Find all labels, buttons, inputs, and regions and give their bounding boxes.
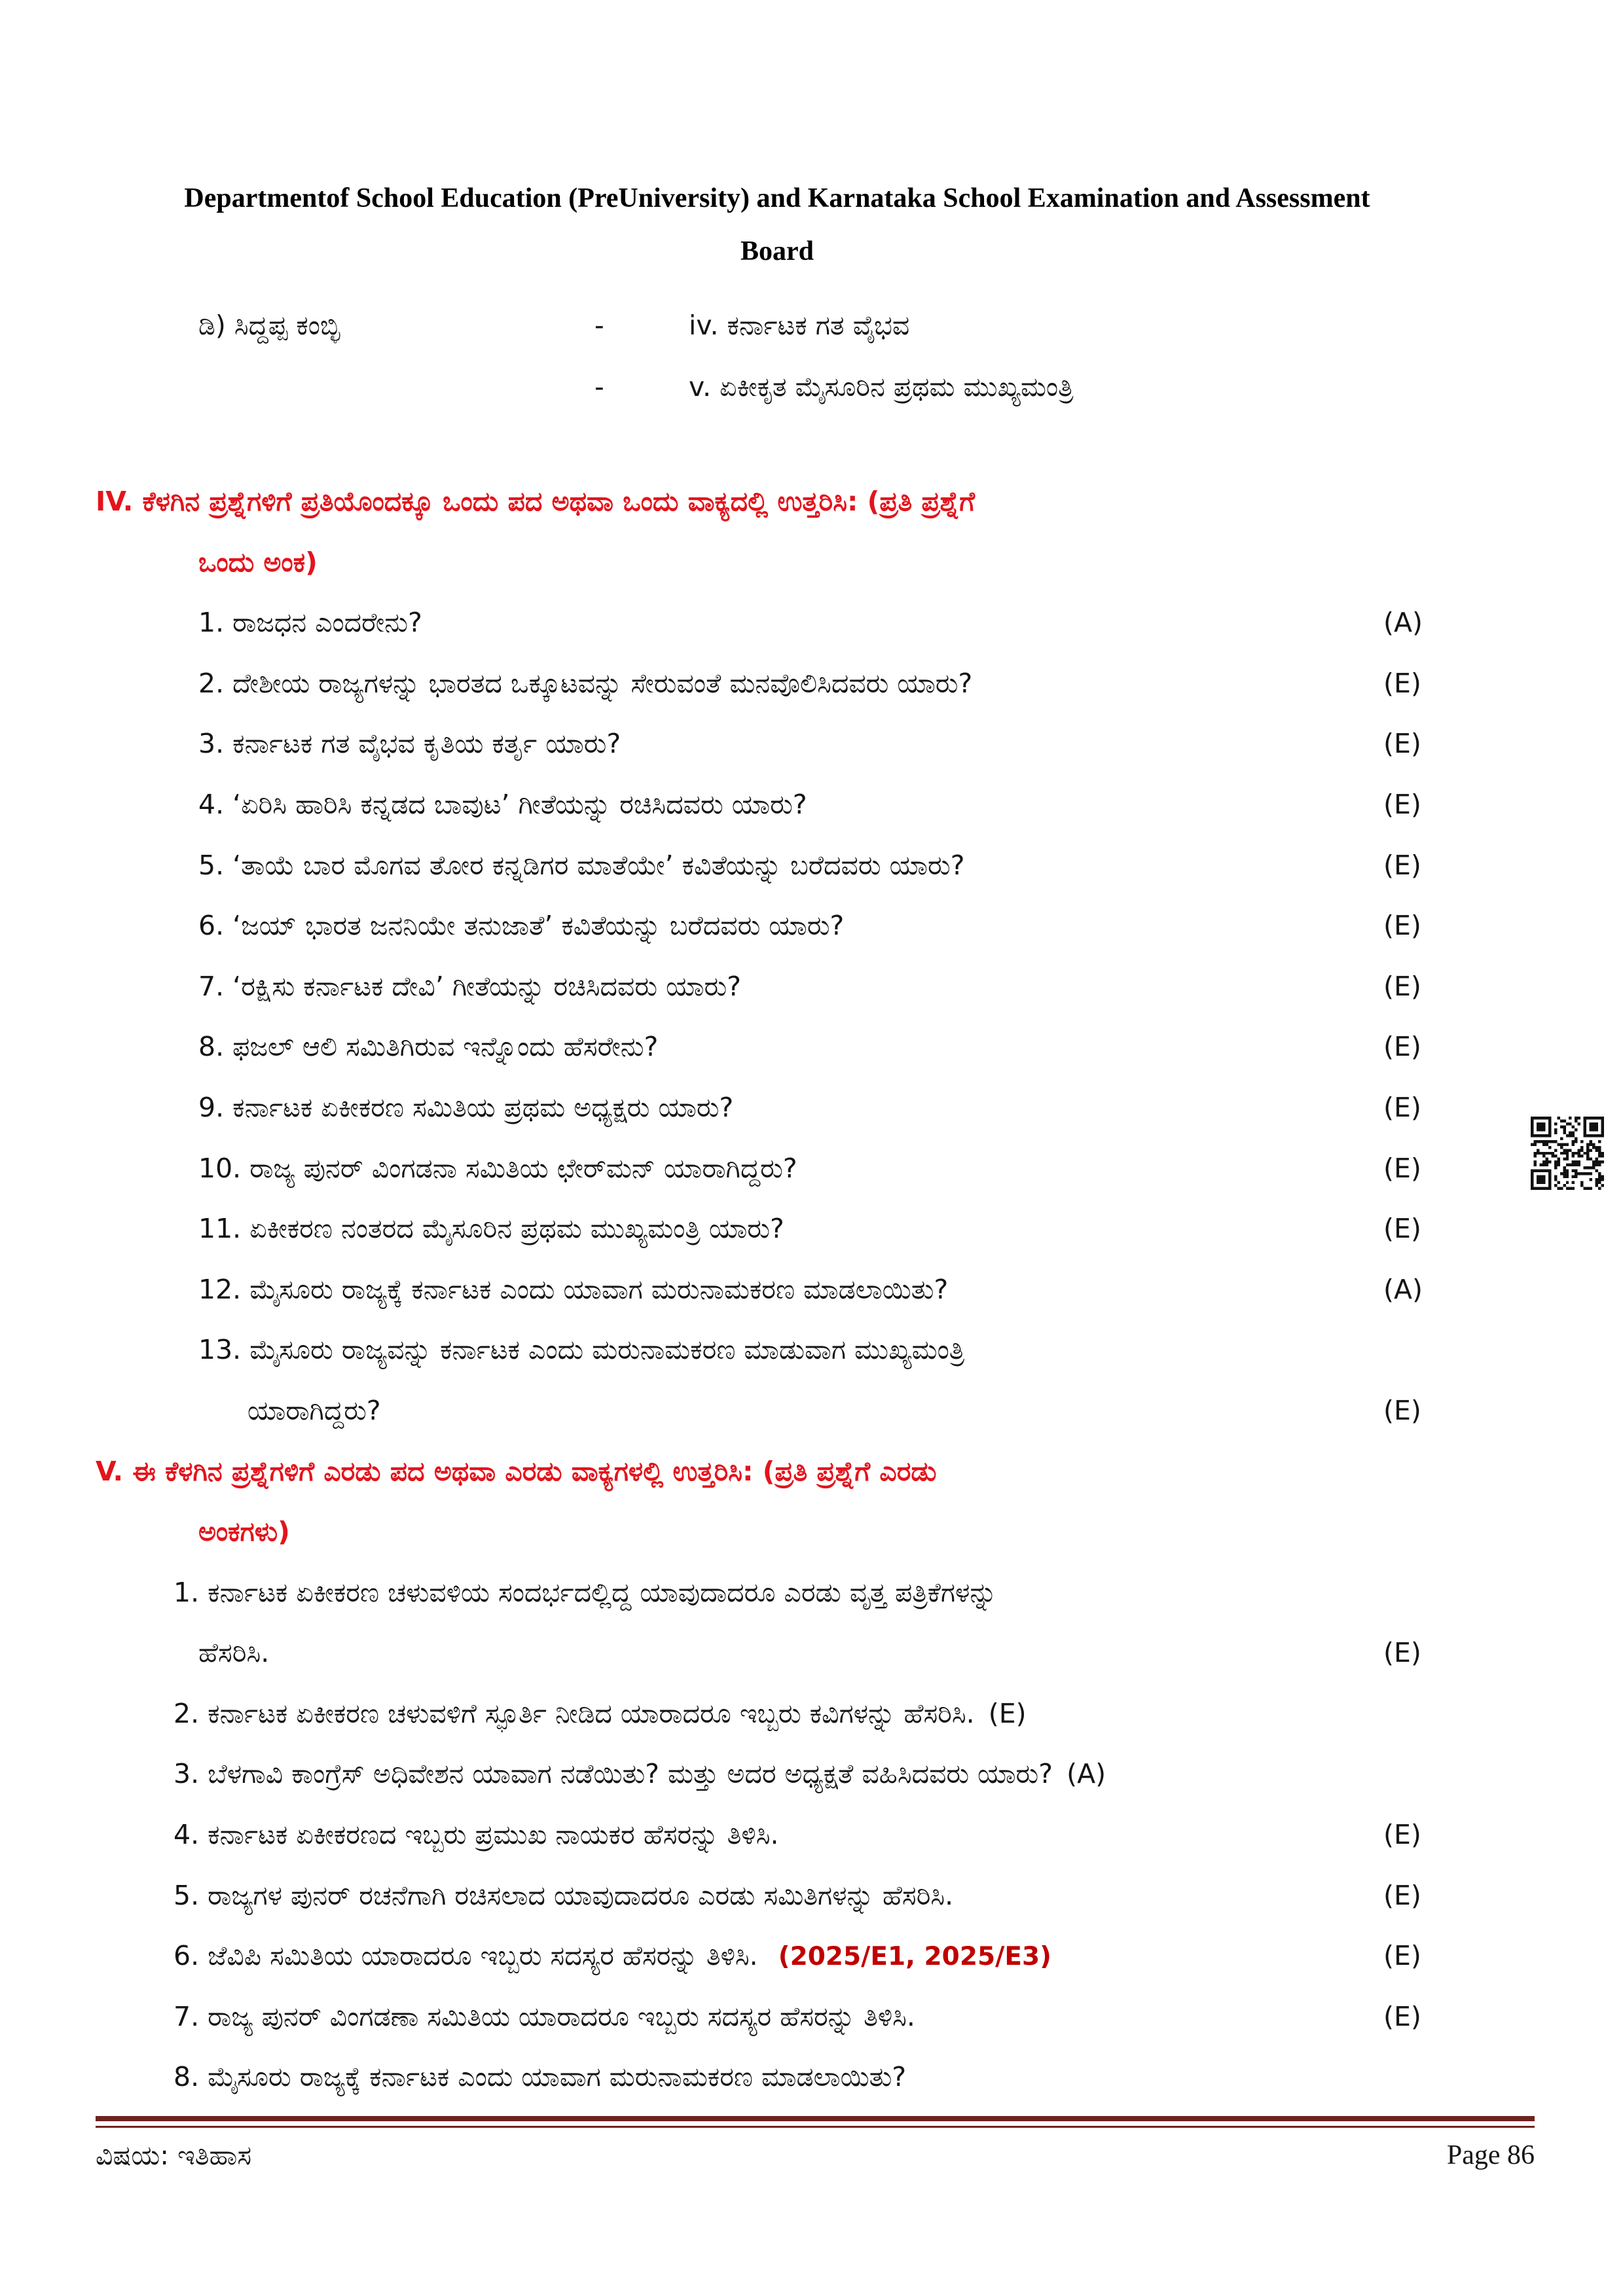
question-item bbox=[0, 1016, 1623, 1077]
question-level-mark: (A) bbox=[1067, 1758, 1106, 1790]
question-text: ಕರ್ನಾಟಕ ಗತ ವೈಭವ ಕೃತಿಯ ಕರ್ತೃ ಯಾರು? bbox=[232, 728, 621, 760]
qr-code bbox=[1531, 1117, 1604, 1190]
question-number: 3. bbox=[173, 1758, 200, 1790]
exam-reference-note: (2025/E1, 2025/E3) bbox=[778, 1942, 1051, 1972]
question-level-mark: (E) bbox=[1383, 1819, 1421, 1851]
question-number: 9. bbox=[198, 1091, 225, 1123]
question-text: ‘ತಾಯೆ ಬಾರ ಮೊಗವ ತೋರ ಕನ್ನಡಿಗರ ಮಾತೆಯೇ’ ಕವಿತೆಯನ್ನು ಬರೆದವರು ಯಾರು? bbox=[232, 849, 965, 881]
question-text: ಏಕೀಕರಣ ನಂತರದ ಮೈಸೂರಿನ ಪ್ರಥಮ ಮುಖ್ಯಮಂತ್ರಿ ಯಾರು? bbox=[249, 1213, 784, 1245]
question-level-mark: (E) bbox=[1383, 1879, 1421, 1911]
question-number: 5. bbox=[173, 1879, 200, 1911]
question-item bbox=[0, 1077, 1623, 1138]
question-item bbox=[0, 1683, 1623, 1744]
footer-rule-thin bbox=[96, 2126, 1535, 2128]
question-number: 6. bbox=[173, 1940, 200, 1972]
match-dash: - bbox=[594, 310, 604, 341]
question-text: ಕರ್ನಾಟಕ ಏಕೀಕರಣ ಚಳುವಳಿಯ ಸಂದರ್ಭದಲ್ಲಿದ್ದ ಯಾವುದಾದರೂ ಎರಡು ವೃತ್ತ ಪತ್ರಿಕೆಗಳನ್ನು bbox=[208, 1576, 997, 1608]
question-level-mark: (E) bbox=[1383, 970, 1421, 1002]
question-text-cont: ಯಾರಾಗಿದ್ದರು? bbox=[247, 1394, 381, 1426]
question-number: 1. bbox=[173, 1576, 200, 1608]
section-iv-heading-cont: ಒಂದು ಅಂಕ) bbox=[198, 546, 318, 578]
question-item bbox=[0, 1865, 1623, 1926]
question-item bbox=[0, 774, 1623, 835]
question-level-mark: (E) bbox=[988, 1697, 1027, 1729]
question-text: ಮೈಸೂರು ರಾಜ್ಯವನ್ನು ಕರ್ನಾಟಕ ಎಂದು ಮರುನಾಮಕರಣ ಮಾಡುವಾಗ ಮುಖ್ಯಮಂತ್ರಿ bbox=[249, 1334, 965, 1366]
question-text: ಜೆವಿಪಿ ಸಮಿತಿಯ ಯಾರಾದರೂ ಇಬ್ಬರು ಸದಸ್ಯರ ಹೆಸರನ್ನು ತಿಳಿಸಿ. bbox=[208, 1940, 758, 1972]
board-title-line1: Departmentof School Education (PreUniversity) and Karnataka School Examination and Assessment bbox=[184, 183, 1370, 213]
question-number: 6. bbox=[198, 910, 225, 942]
footer-subject: ವಿಷಯ: ಇತಿಹಾಸ bbox=[96, 2140, 252, 2171]
question-item bbox=[0, 1986, 1623, 2047]
question-level-mark: (A) bbox=[1383, 607, 1423, 639]
question-text: ಕರ್ನಾಟಕ ಏಕೀಕರಣ ಸಮಿತಿಯ ಪ್ರಥಮ ಅಧ್ಯಕ್ಷರು ಯಾರು? bbox=[232, 1091, 734, 1123]
question-number: 13. bbox=[198, 1334, 242, 1366]
question-item bbox=[0, 1319, 1623, 1380]
question-text: ದೇಶೀಯ ರಾಜ್ಯಗಳನ್ನು ಭಾರತದ ಒಕ್ಕೂಟವನ್ನು ಸೇರುವಂತೆ ಮನವೊಲಿಸಿದವರು ಯಾರು? bbox=[232, 667, 973, 699]
question-sections bbox=[0, 471, 1623, 2108]
question-text: ಬೆಳಗಾವಿ ಕಾಂಗ್ರೆಸ್ ಅಧಿವೇಶನ ಯಾವಾಗ ನಡೆಯಿತು? ಮತ್ತು ಅದರ ಅಧ್ಯಕ್ಷತೆ ವಹಿಸಿದವರು ಯಾರು? bbox=[208, 1758, 1053, 1790]
board-title-line2: Board bbox=[740, 236, 814, 266]
section-v-heading-cont: ಅಂಕಗಳು) bbox=[198, 1516, 290, 1548]
section-iv-heading: IV. ಕೆಳಗಿನ ಪ್ರಶ್ನೆಗಳಿಗೆ ಪ್ರತಿಯೊಂದಕ್ಕೂ ಒಂದು ಪದ ಅಥವಾ ಒಂದು ವಾಕ್ಯದಲ್ಲಿ ಉತ್ತರಿಸಿ: (ಪ್ರತಿ ಪ್ರಶ್ನೆಗೆ bbox=[96, 486, 976, 517]
question-item bbox=[0, 713, 1623, 774]
question-level-mark: (E) bbox=[1383, 788, 1421, 820]
question-item bbox=[0, 956, 1623, 1017]
question-number: 12. bbox=[198, 1273, 242, 1305]
match-right-item: v. ಏಕೀಕೃತ ಮೈಸೂರಿನ ಪ್ರಥಮ ಮುಖ್ಯಮಂತ್ರಿ bbox=[689, 371, 1074, 403]
question-number: 2. bbox=[198, 667, 225, 699]
question-text: ರಾಜಧನ ಎಂದರೇನು? bbox=[232, 607, 422, 639]
question-level-mark: (E) bbox=[1383, 728, 1421, 760]
question-text: ಫಜಲ್ ಆಲಿ ಸಮಿತಿಗಿರುವ ಇನ್ನೊಂದು ಹೆಸರೇನು? bbox=[232, 1031, 659, 1063]
question-text-cont: ಹೆಸರಿಸಿ. bbox=[198, 1637, 270, 1669]
question-level-mark: (E) bbox=[1383, 1152, 1421, 1184]
question-item bbox=[0, 895, 1623, 956]
question-number: 10. bbox=[198, 1152, 242, 1184]
question-number: 8. bbox=[173, 2061, 200, 2093]
question-number: 7. bbox=[173, 2000, 200, 2032]
question-level-mark: (E) bbox=[1383, 910, 1421, 942]
question-text: ರಾಜ್ಯ ಪುನರ್ ವಿಂಗಡನಾ ಸಮಿತಿಯ ಛೇರ್‌ಮನ್ ಯಾರಾಗಿದ್ದರು? bbox=[249, 1152, 797, 1184]
question-item bbox=[0, 2047, 1623, 2108]
question-item bbox=[0, 1744, 1623, 1804]
question-text: ಮೈಸೂರು ರಾಜ್ಯಕ್ಕೆ ಕರ್ನಾಟಕ ಎಂದು ಯಾವಾಗ ಮರುನಾಮಕರಣ ಮಾಡಲಾಯಿತು? bbox=[208, 2061, 907, 2093]
question-item bbox=[0, 1926, 1623, 1986]
section-v-heading: V. ಈ ಕೆಳಗಿನ ಪ್ರಶ್ನೆಗಳಿಗೆ ಎರಡು ಪದ ಅಥವಾ ಎರಡು ವಾಕ್ಯಗಳಲ್ಲಿ ಉತ್ತರಿಸಿ: (ಪ್ರತಿ ಪ್ರಶ್ನೆಗೆ ಎರಡು bbox=[96, 1455, 937, 1487]
question-level-mark: (E) bbox=[1383, 667, 1421, 699]
question-level-mark: (E) bbox=[1383, 1940, 1421, 1972]
question-level-mark: (E) bbox=[1383, 2000, 1421, 2032]
footer-rule-thick bbox=[96, 2116, 1535, 2121]
question-number: 3. bbox=[198, 728, 225, 760]
question-text: ಕರ್ನಾಟಕ ಏಕೀಕರಣ ಚಳುವಳಿಗೆ ಸ್ಫೂರ್ತಿ ನೀಡಿದ ಯಾರಾದರೂ ಇಬ್ಬರು ಕವಿಗಳನ್ನು ಹೆಸರಿಸಿ. bbox=[208, 1697, 975, 1729]
question-item bbox=[0, 1562, 1623, 1623]
question-item-continued bbox=[0, 1623, 1623, 1683]
question-level-mark: (E) bbox=[1383, 1637, 1421, 1669]
match-left-item: ಡಿ) ಸಿದ್ದಪ್ಪ ಕಂಬ್ಳಿ bbox=[198, 310, 340, 341]
question-number: 8. bbox=[198, 1031, 225, 1063]
question-text: ‘ಏರಿಸಿ ಹಾರಿಸಿ ಕನ್ನಡದ ಬಾವುಟ’ ಗೀತೆಯನ್ನು ರಚಿಸಿದವರು ಯಾರು? bbox=[232, 788, 807, 820]
question-item bbox=[0, 1198, 1623, 1259]
question-item bbox=[0, 1138, 1623, 1199]
question-number: 2. bbox=[173, 1697, 200, 1729]
question-text: ‘ಜಯ್ ಭಾರತ ಜನನಿಯೇ ತನುಜಾತೆ’ ಕವಿತೆಯನ್ನು ಬರೆದವರು ಯಾರು? bbox=[232, 910, 845, 942]
question-level-mark: (E) bbox=[1383, 1394, 1421, 1426]
question-item bbox=[0, 592, 1623, 653]
match-right-item: iv. ಕರ್ನಾಟಕ ಗತ ವೈಭವ bbox=[689, 310, 910, 341]
question-number: 4. bbox=[173, 1819, 200, 1851]
question-number: 1. bbox=[198, 607, 225, 639]
question-level-mark: (E) bbox=[1383, 1031, 1421, 1063]
question-text: ಮೈಸೂರು ರಾಜ್ಯಕ್ಕೆ ಕರ್ನಾಟಕ ಎಂದು ಯಾವಾಗ ಮರುನಾಮಕರಣ ಮಾಡಲಾಯಿತು? bbox=[249, 1273, 949, 1305]
question-item bbox=[0, 835, 1623, 896]
question-text: ಕರ್ನಾಟಕ ಏಕೀಕರಣದ ಇಬ್ಬರು ಪ್ರಮುಖ ನಾಯಕರ ಹೆಸರನ್ನು ತಿಳಿಸಿ. bbox=[208, 1819, 779, 1851]
match-dash: - bbox=[594, 371, 604, 403]
question-number: 5. bbox=[198, 849, 225, 881]
page-number: Page 86 bbox=[1446, 2140, 1535, 2170]
question-number: 4. bbox=[198, 788, 225, 820]
question-item bbox=[0, 1259, 1623, 1320]
question-text: ರಾಜ್ಯಗಳ ಪುನರ್ ರಚನೆಗಾಗಿ ರಚಿಸಲಾದ ಯಾವುದಾದರೂ ಎರಡು ಸಮಿತಿಗಳನ್ನು ಹೆಸರಿಸಿ. bbox=[208, 1879, 954, 1911]
question-number: 7. bbox=[198, 970, 225, 1002]
question-level-mark: (A) bbox=[1383, 1273, 1423, 1305]
question-level-mark: (E) bbox=[1383, 1213, 1421, 1245]
question-level-mark: (E) bbox=[1383, 1091, 1421, 1123]
question-item-continued bbox=[0, 1380, 1623, 1441]
question-number: 11. bbox=[198, 1213, 242, 1245]
question-text: ರಾಜ್ಯ ಪುನರ್ ವಿಂಗಡಣಾ ಸಮಿತಿಯ ಯಾರಾದರೂ ಇಬ್ಬರು ಸದಸ್ಯರ ಹೆಸರನ್ನು ತಿಳಿಸಿ. bbox=[208, 2000, 915, 2032]
question-level-mark: (E) bbox=[1383, 849, 1421, 881]
question-item bbox=[0, 1804, 1623, 1865]
question-text: ‘ರಕ್ಷಿಸು ಕರ್ನಾಟಕ ದೇವಿ’ ಗೀತೆಯನ್ನು ರಚಿಸಿದವರು ಯಾರು? bbox=[232, 970, 741, 1002]
question-item bbox=[0, 653, 1623, 714]
